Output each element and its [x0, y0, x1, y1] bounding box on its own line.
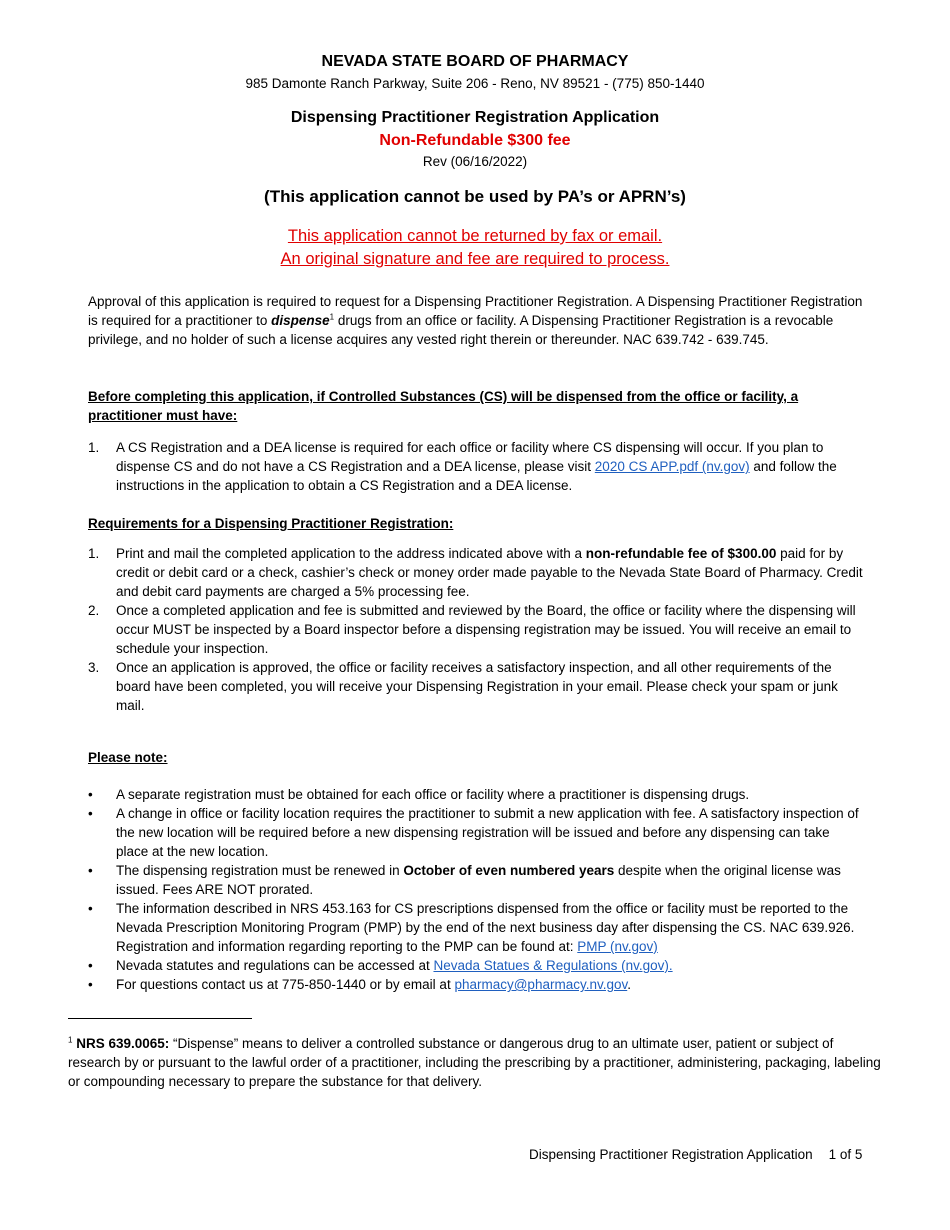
- bullet-icon: •: [88, 806, 93, 821]
- pmp-link[interactable]: PMP (nv.gov): [577, 939, 658, 954]
- list-item: 1. Print and mail the completed application to the address indicated above with a non-refundable fee of $300.00 paid for by credit or debit card or a check, cashier’s check or money order made payable to the Nevada State Board of Pharmacy. Credit and debit card payments are charged a 5% processing fee.: [88, 546, 863, 599]
- warning-line-2: An original signature and fee are required to process.: [280, 250, 670, 268]
- footnote-divider: [68, 1018, 252, 1019]
- list-item: • Nevada statutes and regulations can be accessed at Nevada Statues & Regulations (nv.gov).: [88, 958, 673, 973]
- requirements-list: [88, 544, 863, 715]
- notes-heading: Please note:: [88, 750, 168, 765]
- warning-line-1: This application cannot be returned by fax or email.: [287, 227, 663, 245]
- cs-app-link[interactable]: 2020 CS APP.pdf (nv.gov): [594, 459, 750, 474]
- bullet-icon: •: [88, 977, 93, 992]
- list-item: • For questions contact us at 775-850-1440 or by email at pharmacy@pharmacy.nv.gov.: [88, 977, 631, 992]
- revision-date: Rev (06/16/2022): [422, 154, 528, 169]
- list-item: • A separate registration must be obtained for each office or facility where a practitioner is dispensing drugs.: [88, 787, 750, 802]
- cs-requirements-list: [88, 438, 863, 495]
- footer-title: Dispensing Practitioner Registration Application: [529, 1147, 813, 1162]
- list-item: • The dispensing registration must be renewed in October of even numbered years despite when the original license was issued. Fees ARE NOT prorated.: [88, 863, 841, 897]
- list-item: • A change in office or facility location requires the practitioner to submit a new application with fee. A satisfactory inspection of the new location will be required before a new dispensing registration will be issued and before any dispensing can take place at the new location.: [88, 806, 859, 859]
- notes-list: [88, 785, 863, 994]
- bullet-icon: •: [88, 787, 93, 802]
- list-item: 3. Once an application is approved, the office or facility receives a satisfactory inspection, and all other requirements of the board have been completed, you will receive your Dispensing Registration in your email. Please check your spam or junk mail.: [88, 660, 838, 713]
- org-name: NEVADA STATE BOARD OF PHARMACY: [321, 53, 629, 70]
- page-footer: [529, 1145, 862, 1164]
- footnote-ref[interactable]: 1: [329, 312, 335, 322]
- page-number: 1 of 5: [828, 1147, 863, 1162]
- restriction-notice: (This application cannot be used by PA’s or APRN’s): [264, 187, 686, 206]
- dispense-term: dispense: [271, 313, 330, 328]
- list-item: 1. A CS Registration and a DEA license is required for each office or facility where CS dispensing will occur. If you plan to dispense CS and do not have a CS Registration and a DEA license, please visit 2020 CS APP.pdf (nv.gov) and follow the instructions in the application to obtain a CS Registration and a DEA license.: [88, 440, 837, 493]
- list-item: 2. Once a completed application and fee is submitted and reviewed by the Board, the office or facility where the dispensing will occur MUST be inspected by a Board inspector before a dispensing registration may be issued. You will receive an email to schedule your inspection.: [88, 603, 856, 656]
- bullet-icon: •: [88, 958, 93, 973]
- requirements-heading: Requirements for a Dispensing Practitioner Registration:: [88, 516, 454, 531]
- bullet-icon: •: [88, 863, 93, 878]
- list-item: • The information described in NRS 453.163 for CS prescriptions dispensed from the office or facility must be reported to the Nevada Prescription Monitoring Program (PMP) by the end of the next business day after dispensing the CS. NAC 639.926. Registration and information regarding reporting to the PMP can be found at: PMP (nv.gov): [88, 901, 855, 954]
- email-link[interactable]: pharmacy@pharmacy.nv.gov: [454, 977, 628, 992]
- footnote: $^1$ NRS 639.0065: “Dispense” means to deliver a controlled substance or dangerous drug to an ultimate user, patient or subject of research by or pursuant to the lawful order of a practitioner, including the prescribing by a practitioner, administering, packaging, labeling or compounding necessary to prepare the substance for that delivery.: [68, 1035, 881, 1089]
- application-title: Dispensing Practitioner Registration Application: [290, 109, 660, 126]
- cs-section-heading: Before completing this application, if Controlled Substances (CS) will be dispensed from the office or facility, a practitioner must have:: [88, 389, 799, 423]
- bullet-icon: •: [88, 901, 93, 916]
- statutes-link[interactable]: Nevada Statues & Regulations (nv.gov).: [433, 958, 673, 973]
- intro-paragraph: Approval of this application is required to request for a Dispensing Practitioner Registration. A Dispensing Practitioner Registration is required for a practitioner to dispense$^1$ drugs from an office or facility. A Dispensing Practitioner Registration is a revocable privilege, and no holder of such a license acquires any vested right therein or thereunder. NAC 639.742 - 639.745.: [88, 294, 863, 347]
- fee-notice: Non-Refundable $300 fee: [379, 132, 571, 149]
- org-address: 985 Damonte Ranch Parkway, Suite 206 - Reno, NV 89521 - (775) 850-1440: [245, 76, 705, 91]
